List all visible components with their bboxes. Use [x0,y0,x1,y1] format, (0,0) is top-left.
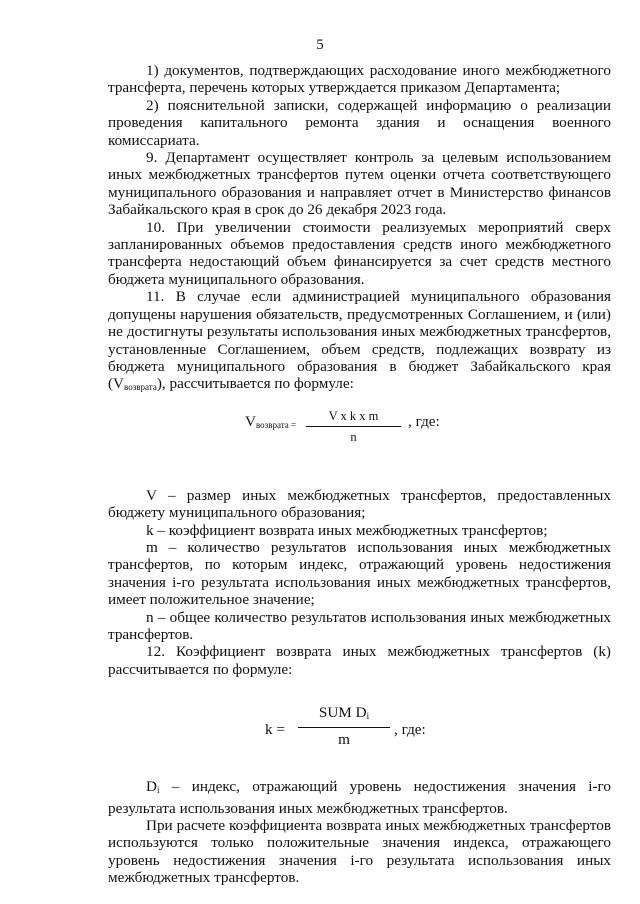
paragraph-clause-12: 12. Коэффициент возврата иных межбюджетных трансфертов (k) рассчитывается по формуле: [108,643,611,678]
page-number: 5 [316,37,324,53]
formula-return-volume [108,409,611,457]
paragraph-clause-9: 9. Департамент осуществляет контроль за целевым использованием иных межбюджетных трансфертов путем оценки отчета соответствующего муниципального образования и направляет отчет в Министерство финансов Забайкальского края в срок до 26 декабря 2023 года. [108,149,611,219]
formula-1-suffix: , где: [408,412,440,430]
formula-2-fraction-bar [298,727,390,728]
paragraph-clause-11 [108,288,611,396]
formula-1-lhs [245,413,296,434]
definition-k: k – коэффициент возврата иных межбюджетных трансфертов; [146,521,548,539]
clause-11-tail: ), рассчитывается по формуле: [156,375,354,393]
formula-return-coefficient [108,704,611,756]
paragraph-clause-10: 10. При увеличении стоимости реализуемых мероприятий сверх запланированных объемов предоставления средств иного межбюджетного трансферта недостающий объем финансируется за счет средств местного бюджета муниципального образования. [108,218,611,288]
clause-11-text: 11. В случае если администрацией муниципального образования допущены нарушения обязательств, предусмотренных Соглашением, и (или) не достигнуты результаты использования иных межбюджетных трансфертов, установленные Соглашением, объем средств, подлежащих возврату из бюджета муниципального образования в бюджет Забайкальского края (V [108,288,611,393]
definition-d-subscript: i [156,785,160,796]
document-body [108,62,611,887]
clause-11-subscript: возврата [124,382,157,393]
formula-1-symbol: V [245,412,256,430]
definition-d-symbol: D [146,778,157,796]
formula-1-numerator: V x k x m [328,408,379,423]
formula-2-denominator: m [338,731,350,749]
definition-m: m – количество результатов использования иных межбюджетных трансфертов, по которым индекс, отражающий уровень недостижения значения i-го результата использования иных межбюджетных трансфертов, имеет положительное значение; [108,538,611,609]
formula-2-fraction [298,704,390,748]
definition-n: n – общее количество результатов использования иных межбюджетных трансфертов. [108,608,611,643]
formula-1-denominator: n [350,429,357,444]
formula-1-fraction [306,409,401,445]
paragraph-final: При расчете коэффициента возврата иных межбюджетных трансфертов используются только положительные значения индекса, отражающего уровень недостижения значения i-го результата использования иных межбюджетных трансфертов. [108,817,611,887]
formula-2-numerator-text: SUM D [318,704,367,722]
formula-1-subscript: возврата = [255,419,297,430]
formula-2-suffix: , где: [394,721,426,739]
paragraph-item-2: 2) пояснительной записки, содержащей информацию о реализации проведения капитального ремонта здания и оснащения военного комиссариата. [108,96,611,149]
definition-d [108,778,611,817]
formula-2-numerator-subscript: i [366,711,370,722]
paragraph-item-1: 1) документов, подтверждающих расходование иного межбюджетного трансферта, перечень которых утверждается приказом Департамента; [108,62,611,97]
formula-2-lhs: k = [265,721,285,739]
formula-1-fraction-bar [306,426,401,427]
definition-v: V – размер иных межбюджетных трансфертов, предоставленных бюджету муниципального образования; [108,486,611,522]
formula-2-numerator [298,704,390,725]
definition-d-text: – индекс, отражающий уровень недостижения значения i-го результата использования иных межбюджетных трансфертов. [108,778,611,817]
